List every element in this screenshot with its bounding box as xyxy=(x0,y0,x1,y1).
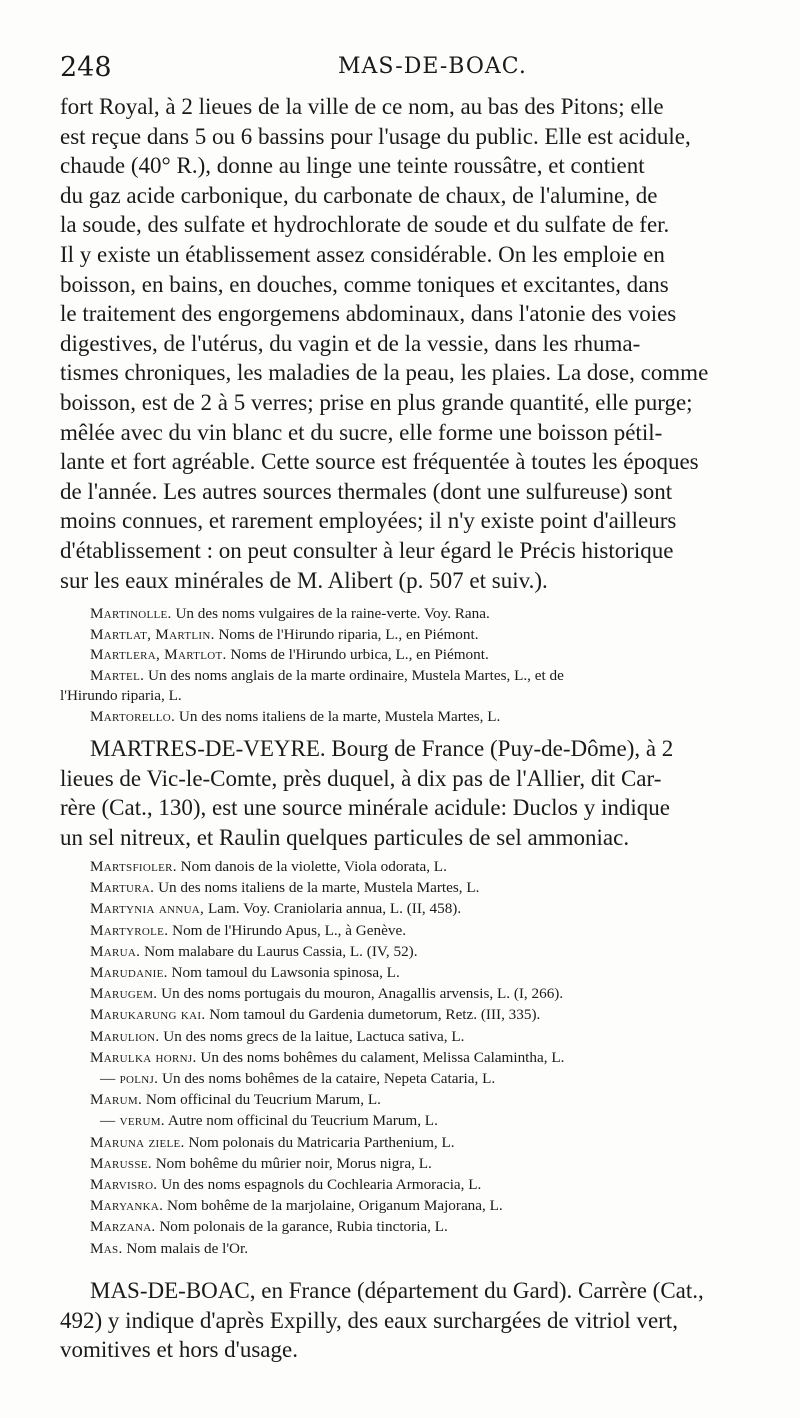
entry-head: Martura. xyxy=(90,879,155,897)
glossary-entry xyxy=(60,1110,778,1131)
entry-head: Marudanie. xyxy=(90,964,168,982)
entry-head: Maryanka. xyxy=(90,1197,164,1215)
text-line: sur les eaux minérales de M. Alibert (p. 507 et suiv.). xyxy=(60,567,548,593)
text-line: de l'année. Les autres sources thermales (dont une sulfureuse) sont xyxy=(60,478,673,504)
glossary-entry xyxy=(60,645,778,666)
entry-head: Martlera, Martlot. xyxy=(90,646,227,663)
text-line: fort Royal, à 2 lieues de la ville de ce nom, au bas des Pitons; elle xyxy=(60,94,664,119)
glossary-entry xyxy=(60,1195,778,1216)
text-line: un sel nitreux, et Raulin quelques particules de sel ammoniac. xyxy=(60,824,630,850)
text-line: lieues de Vic-le-Comte, près duquel, à dix pas de l'Allier, dit Car- xyxy=(60,765,662,791)
entry-head: Martinolle. xyxy=(90,605,172,622)
entry-text: Un des noms vulgaires de la raine-verte. Voy. Rana. xyxy=(175,605,490,622)
glossary-entry xyxy=(60,856,778,877)
entry-text: Nom de l'Hirundo Apus, L., à Genève. xyxy=(172,921,406,939)
glossary-entry xyxy=(60,604,778,625)
entry-text: Nom bohême de la marjolaine, Origanum Majorana, L. xyxy=(166,1197,503,1215)
paragraph-mas-de-boac xyxy=(60,1276,778,1365)
entry-head: Martlat, Martlin. xyxy=(90,625,215,643)
glossary-entries-1 xyxy=(60,604,778,727)
text-line: moins connues, et rarement employées; il n'y existe point d'ailleurs xyxy=(60,508,677,534)
entry-text: Noms de l'Hirundo riparia, L., en Piémont. xyxy=(218,625,479,643)
entry-text: Nom officinal du Teucrium Marum, L. xyxy=(145,1091,381,1109)
entry-text: Nom polonais du Matricaria Parthenium, L. xyxy=(188,1133,455,1151)
entry-head: Marum. xyxy=(90,1091,143,1109)
entry-text: Nom malabare du Laurus Cassia, L. (IV, 52). xyxy=(144,942,418,960)
glossary-entry xyxy=(60,666,778,687)
glossary-entries-2 xyxy=(60,856,778,1259)
running-title: MAS-DE-BOAC. xyxy=(338,54,527,79)
entry-head: Mas. xyxy=(90,1239,123,1257)
entry-text: Nom tamoul du Lawsonia spinosa, L. xyxy=(171,964,400,982)
entry-head: — polnj. xyxy=(100,1070,159,1088)
glossary-entry xyxy=(60,898,778,919)
entry-head: Martorello. xyxy=(90,707,176,725)
glossary-entry xyxy=(60,1238,778,1259)
entry-head: Martel. xyxy=(90,666,145,684)
entry-head: Marusse. xyxy=(90,1154,152,1172)
text-line: d'établissement : on peut consulter à leur égard le Précis historique xyxy=(60,537,674,563)
text-line: mêlée avec du vin blanc et du sucre, elle forme une boisson pétil- xyxy=(60,419,663,445)
text-line: boisson, en bains, en douches, comme toniques et excitantes, dans xyxy=(60,271,669,297)
glossary-entry xyxy=(60,877,778,898)
glossary-entry xyxy=(60,1132,778,1153)
glossary-entry xyxy=(60,1089,778,1110)
entry-text: Noms de l'Hirundo urbica, L., en Piémont. xyxy=(230,646,489,663)
text-line: boisson, est de 2 à 5 verres; prise en plus grande quantité, elle purge; xyxy=(60,389,693,415)
text-line: tismes chroniques, les maladies de la peau, les plaies. La dose, comme xyxy=(60,360,709,386)
entry-head: Marugem. xyxy=(90,985,158,1003)
entry-head: Marvisro. xyxy=(90,1176,158,1194)
glossary-entry xyxy=(60,962,778,983)
glossary-entry xyxy=(60,625,778,646)
glossary-entry xyxy=(60,983,778,1004)
entry-head: Martsfioler. xyxy=(90,858,177,875)
text-line: rère (Cat., 130), est une source minérale acidule: Duclos y indique xyxy=(60,795,670,821)
entry-head: Marukarung kai. xyxy=(90,1006,206,1024)
entry-text: Nom malais de l'Or. xyxy=(126,1239,249,1257)
page-header xyxy=(60,52,760,92)
entry-text: Un des noms bohêmes de la cataire, Nepeta Cataria, L. xyxy=(161,1070,496,1088)
paragraph-continuation xyxy=(60,92,778,595)
glossary-entry xyxy=(60,1153,778,1174)
entry-text: l'Hirundo riparia, L. xyxy=(60,687,182,704)
glossary-entry xyxy=(60,920,778,941)
entry-text: Un des noms portugais du mouron, Anagallis arvensis, L. (I, 266). xyxy=(161,985,564,1003)
glossary-entry-continuation xyxy=(60,686,778,707)
paragraph-martres-de-veyre xyxy=(60,734,778,852)
text-line: MARTRES-DE-VEYRE. Bourg de France (Puy-de-Dôme), à 2 xyxy=(90,736,674,761)
glossary-entry xyxy=(60,1068,778,1089)
entry-text: Un des noms bohêmes du calament, Melissa Calamintha, L. xyxy=(200,1048,565,1066)
entry-text: Un des noms italiens de la marte, Mustela Martes, L. xyxy=(178,707,501,725)
glossary-entry xyxy=(60,1026,778,1047)
entry-text: Un des noms italiens de la marte, Mustela Martes, L. xyxy=(158,879,480,897)
glossary-entry xyxy=(60,707,778,728)
glossary-entry xyxy=(60,1216,778,1237)
entry-head: Marulion. xyxy=(90,1027,160,1045)
entry-text: Nom danois de la violette, Viola odorata, L. xyxy=(180,858,447,875)
text-line: du gaz acide carbonique, du carbonate de chaux, de l'alumine, de xyxy=(60,182,658,208)
entry-text: Un des noms espagnols du Cochlearia Armoracia, L. xyxy=(161,1176,482,1194)
glossary-entry xyxy=(60,1004,778,1025)
text-line: est reçue dans 5 ou 6 bassins pour l'usage du public. Elle est acidule, xyxy=(60,123,691,149)
text-line: vomitives et hors d'usage. xyxy=(60,1337,298,1363)
entry-text: Nom polonais de la garance, Rubia tinctoria, L. xyxy=(159,1218,448,1236)
text-line: MAS-DE-BOAC, en France (département du Gard). Carrère (Cat., xyxy=(90,1278,704,1303)
entry-head: Martyrole. xyxy=(90,921,169,939)
entry-head: Maruna ziele. xyxy=(90,1133,185,1151)
text-line: 492) y indique d'après Expilly, des eaux surchargées de vitriol vert, xyxy=(60,1307,678,1333)
entry-text: Nom bohême du mûrier noir, Morus nigra, L. xyxy=(155,1154,432,1172)
entry-head: Marua. xyxy=(90,942,141,960)
text-line: digestives, de l'utérus, du vagin et de la vessie, dans les rhuma- xyxy=(60,330,641,356)
entry-head: Martynia annua, xyxy=(90,900,205,918)
text-line: chaude (40° R.), donne au linge une teinte roussâtre, et contient xyxy=(60,153,645,179)
entry-text: Un des noms anglais de la marte ordinaire, Mustela Martes, L., et de xyxy=(147,666,564,684)
entry-head: — verum. xyxy=(100,1112,165,1130)
entry-text: Un des noms grecs de la laitue, Lactuca sativa, L. xyxy=(163,1027,465,1045)
text-line: le traitement des engorgemens abdominaux, dans l'atonie des voies xyxy=(60,301,677,327)
entry-head: Marulka hornj. xyxy=(90,1048,197,1066)
glossary-entry xyxy=(60,1047,778,1068)
entry-text: Lam. Voy. Craniolaria annua, L. (II, 458). xyxy=(207,900,462,918)
text-line: lante et fort agréable. Cette source est fréquentée à toutes les époques xyxy=(60,449,699,475)
entry-text: Autre nom officinal du Teucrium Marum, L. xyxy=(167,1112,438,1130)
text-line: la soude, des sulfate et hydrochlorate de soude et du sulfate de fer. xyxy=(60,212,670,238)
glossary-entry xyxy=(60,1174,778,1195)
entry-head: Marzana. xyxy=(90,1218,156,1236)
text-line: Il y existe un établissement assez considérable. On les emploie en xyxy=(60,241,665,267)
entry-text: Nom tamoul du Gardenia dumetorum, Retz. (III, 335). xyxy=(209,1006,541,1024)
glossary-entry xyxy=(60,941,778,962)
page-number: 248 xyxy=(60,52,112,83)
